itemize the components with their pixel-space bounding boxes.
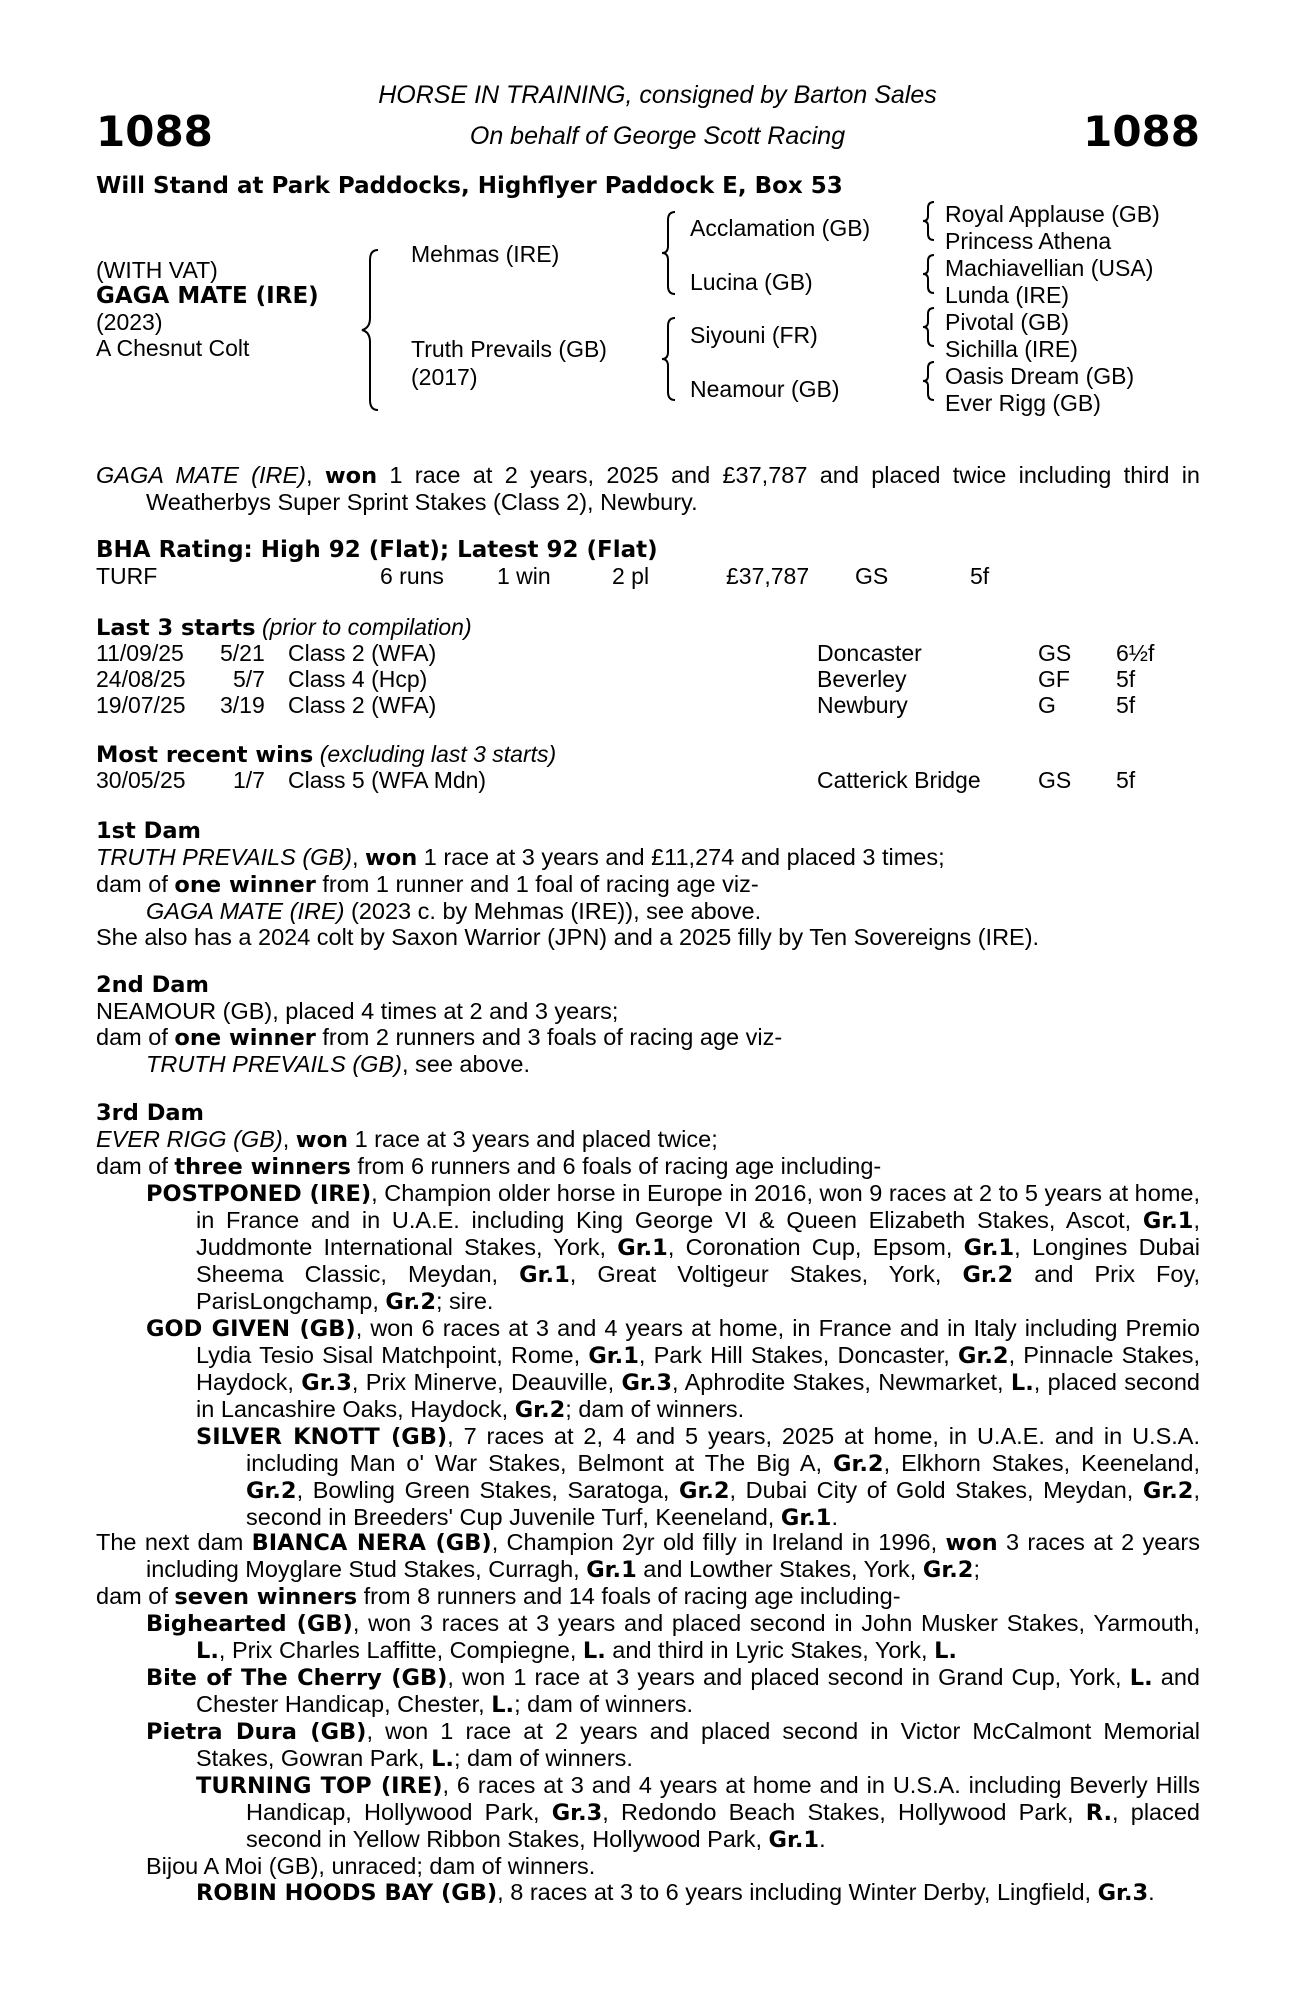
second-dam-section: 2nd Dam NEAMOUR (GB), placed 4 times at 2 and 3 years; dam of one winner from 2 runners and 3 foals of racing age viz- TRUTH PREVAILS (GB), see above. [96,972,783,1077]
pedigree-sire-dam: Lucina (GB) [690,269,813,295]
pedigree-dam-dam: Neamour (GB) [690,376,840,402]
rating-surface: TURF [96,563,158,589]
progeny-bijou-a-moi: Bijou A Moi (GB), unraced; dam of winners. [146,1853,596,1879]
stand-location: Will Stand at Park Paddocks, Highflyer Paddock E, Box 53 [96,173,843,199]
pedigree-sdd: Lunda (IRE) [945,282,1070,308]
pedigree-bracket-ds [925,308,937,346]
pedigree-dam-year: (2017) [411,364,478,390]
rating-prize: £37,787 [726,563,810,589]
progeny-robin-hoods-bay: ROBIN HOODS BAY (GB), 8 races at 3 to 6 years including Winter Derby, Lingfield, Gr.3. [196,1879,1155,1906]
progeny-turning-top: TURNING TOP (IRE), 6 races at 3 and 4 years at home and in U.S.A. including Beverly Hills Handicap, Hollywood Park, Gr.3, Redondo Beach Stakes, Hollywood Park, R., placed second in Yellow Ribbon Stakes, Hollywood Park, Gr.1. [196,1772,1201,1853]
pedigree-dds: Oasis Dream (GB) [945,363,1135,389]
behalf-line: On behalf of George Scott Racing [469,122,846,150]
pedigree-dsd: Sichilla (IRE) [945,336,1078,362]
progeny-god-given: GOD GIVEN (GB), won 6 races at 3 and 4 years at home, in France and in Italy including Premio Lydia Tesio Sisal Matchpoint, Rome, Gr.1, Park Hill Stakes, Doncaster, Gr.2, Pinnacle Stakes, Haydock, Gr.3, Prix Minerve, Deauville, Gr.3, Aphrodite Stakes, Newmarket, L., placed second in Lancashire Oaks, Haydock, Gr.2; dam of winners. [146,1315,1201,1423]
pedigree-dam-sire: Siyouni (FR) [690,322,818,348]
progeny-bite-of-the-cherry: Bite of The Cherry (GB), won 1 race at 3 years and placed second in Grand Cup, York, L. and Chester Handicap, Chester, L.; dam of winners. [146,1664,1200,1718]
recent-wins-heading: Most recent wins (excluding last 3 starts) [96,741,557,768]
race-summary: GAGA MATE (IRE), won 1 race at 2 years, 2025 and £37,787 and placed twice including third in Weatherbys Super Sprint Stakes (Class 2), Newbury. [96,462,1200,515]
consignment-line: HORSE IN TRAINING, consigned by Barton Sales [378,81,937,109]
pedigree-sire-sire: Acclamation (GB) [690,215,871,241]
bha-rating-heading: BHA Rating: High 92 (Flat); Latest 92 (Flat) [96,537,658,563]
progeny-pietra-dura: Pietra Dura (GB), won 1 race at 2 years and placed second in Victor McCalmont Memorial Stakes, Gowran Park, L.; dam of winners. [146,1718,1200,1772]
rating-wins: 1 win [497,563,551,589]
pedigree-dss: Pivotal (GB) [945,309,1069,335]
rating-going: GS [855,563,889,589]
rating-placed: 2 pl [612,563,650,589]
last-starts-heading: Last 3 starts (prior to compilation) [96,614,472,641]
third-dam-heading: 3rd Dam [96,1100,204,1126]
lot-number-right: 1088 [1083,107,1200,156]
pedigree-dam: Truth Prevails (GB) [411,336,607,362]
next-dam-section: The next dam BIANCA NERA (GB), Champion 2yr old filly in Ireland in 1996, won 3 races at 2 years including Moyglare Stud Stakes, Curragh, Gr.1 and Lowther Stakes, York, Gr.2; dam of seven winners from 8 runners and 14 foals of racing age including- Bighearted (GB), won 3 races at 3 years and placed second in John Musker Stakes, Yarmouth, L., Prix Charles Laffitte, Compiegne, L. and third in Lyric Stakes, York, L. Bite of The Cherry (GB), won 1 race at 3 years and placed second in Grand Cup, York, L. and Chester Handicap, Chester, L.; dam of winners. Pietra Dura (GB), won 1 race at 2 years and placed second in Victor McCalmont Memorial Stakes, Gowran Park, L.; dam of winners. TURNING TOP (IRE), 6 races at 3 and 4 years at home and in U.S.A. including Beverly Hills Handicap, Hollywood Park, Gr.3, Redondo Beach Stakes, Hollywood Park, R., placed second in Yellow Ribbon Stakes, Hollywood Park, Gr.1. Bijou A Moi (GB), unraced; dam of winners. ROBIN HOODS BAY (GB), 8 races at 3 to 6 years including Winter Derby, Lingfield, Gr.3. [96,1529,1201,1906]
progeny-silver-knott: SILVER KNOTT (GB), 7 races at 2, 4 and 5 years, 2025 at home, in U.A.E. and in U.S.A. including Man o' War Stakes, Belmont at The Big A, Gr.2, Elkhorn Stakes, Keeneland, Gr.2, Bowling Green Stakes, Saratoga, Gr.2, Dubai City of Gold Stakes, Meydan, Gr.2, second in Breeders' Cup Juvenile Turf, Keeneland, Gr.1. [196,1423,1200,1531]
pedigree-bracket-ss [925,202,937,240]
pedigree-sds: Machiavellian (USA) [945,255,1154,281]
pedigree-sire: Mehmas (IRE) [411,241,560,267]
horse-year: (2023) [96,309,163,335]
summary-horse-name: GAGA MATE (IRE) [96,462,306,488]
second-dam-heading: 2nd Dam [96,972,209,998]
pedigree-ssd: Princess Athena [945,228,1112,254]
progeny-bighearted: Bighearted (GB), won 3 races at 3 years and placed second in John Musker Stakes, Yarmouth, L., Prix Charles Laffitte, Compiegne, L. and third in Lyric Stakes, York, L. [146,1610,1201,1664]
vat-note: (WITH VAT) [96,257,218,283]
horse-name: GAGA MATE (IRE) [96,283,319,309]
pedigree-bracket-dam [665,318,679,400]
rating-runs: 6 runs [380,563,444,589]
pedigree-ddd: Ever Rigg (GB) [945,390,1101,416]
pedigree-bracket-sd [925,255,937,293]
rating-distance: 5f [970,563,990,589]
lot-number-left: 1088 [96,107,213,156]
third-dam-section: 3rd Dam EVER RIGG (GB), won 1 race at 3 years and placed twice; dam of three winners from 6 runners and 6 foals of racing age including- POSTPONED (IRE), Champion older horse in Europe in 2016, won 9 races at 2 to 5 years at home, in France and in U.A.E. including King George VI & Queen Elizabeth Stakes, Ascot, Gr.1, Juddmonte International Stakes, York, Gr.1, Coronation Cup, Epsom, Gr.1, Longines Dubai Sheema Classic, Meydan, Gr.1, Great Voltigeur Stakes, York, Gr.2 and Prix Foy, ParisLongchamp, Gr.2; sire. GOD GIVEN (GB), won 6 races at 3 and 4 years at home, in France and in Italy including Premio Lydia Tesio Sisal Matchpoint, Rome, Gr.1, Park Hill Stakes, Doncaster, Gr.2, Pinnacle Stakes, Haydock, Gr.3, Prix Minerve, Deauville, Gr.3, Aphrodite Stakes, Newmarket, L., placed second in Lancashire Oaks, Haydock, Gr.2; dam of winners. SILVER KNOTT (GB), 7 races at 2, 4 and 5 years, 2025 at home, in U.A.E. and in U.S.A. including Man o' War Stakes, Belmont at The Big A, Gr.2, Elkhorn Stakes, Keeneland, Gr.2, Bowling Green Stakes, Saratoga, Gr.2, Dubai City of Gold Stakes, Meydan, Gr.2, second in Breeders' Cup Juvenile Turf, Keeneland, Gr.1. [96,1100,1201,1531]
first-dam-section: 1st Dam TRUTH PREVAILS (GB), won 1 race at 3 years and £11,274 and placed 3 times; dam of one winner from 1 runner and 1 foal of racing age viz- GAGA MATE (IRE) (2023 c. by Mehmas (IRE)), see above. She also has a 2024 colt by Saxon Warrior (JPN) and a 2025 filly by Ten Sovereigns (IRE). [96,818,1040,950]
pedigree-sss: Royal Applause (GB) [945,201,1160,227]
pedigree-bracket-main [368,250,388,410]
horse-description: A Chesnut Colt [96,335,250,361]
progeny-postponed: POSTPONED (IRE), Champion older horse in Europe in 2016, won 9 races at 2 to 5 years at home, in France and in U.A.E. including King George VI & Queen Elizabeth Stakes, Ascot, Gr.1, Juddmonte International Stakes, York, Gr.1, Coronation Cup, Epsom, Gr.1, Longines Dubai Sheema Classic, Meydan, Gr.1, Great Voltigeur Stakes, York, Gr.2 and Prix Foy, ParisLongchamp, Gr.2; sire. [146,1180,1200,1315]
pedigree-bracket-sire [665,212,679,294]
first-dam-heading: 1st Dam [96,818,201,844]
pedigree-bracket-dd [925,362,937,400]
